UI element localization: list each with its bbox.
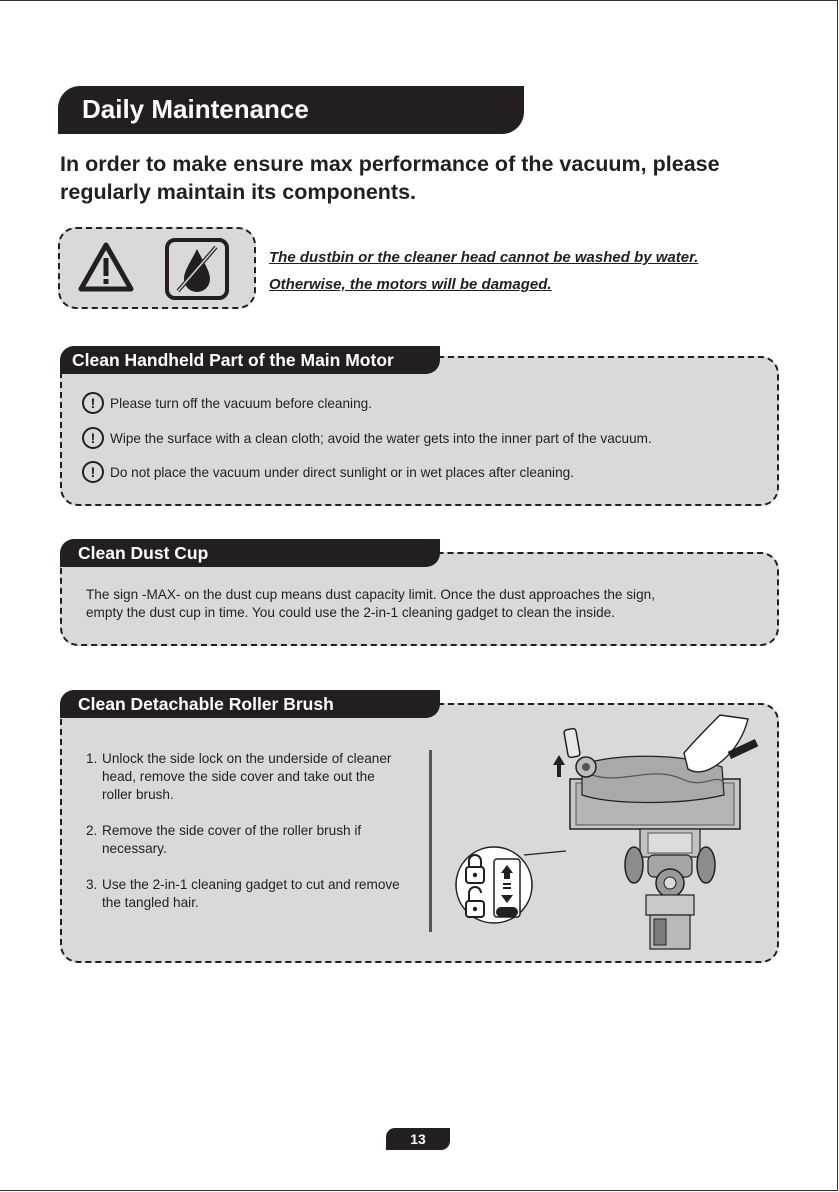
step-number: 2.: [86, 823, 98, 838]
exclamation-icon: !: [82, 392, 104, 414]
step-number: 1.: [86, 751, 98, 766]
step-number: 3.: [86, 877, 98, 892]
note-text: Do not place the vacuum under direct sunlight or in wet places after cleaning.: [110, 464, 574, 480]
up-arrow-icon: [553, 755, 565, 777]
page-number: 13: [386, 1128, 450, 1150]
section-title-roller-brush: Clean Detachable Roller Brush: [60, 690, 440, 718]
hand: [684, 715, 748, 772]
step-text: Use the 2-in-1 cleaning gadget to cut and remove the tangled hair.: [102, 877, 400, 910]
side-cover: [564, 728, 581, 758]
step-text: Remove the side cover of the roller brush if necessary.: [102, 823, 362, 856]
dust-cup-line-1: The sign -MAX- on the dust cup means dust capacity limit. Once the dust approaches the sign,: [86, 587, 655, 602]
exclamation-icon: !: [82, 427, 104, 449]
exclamation-icon: !: [82, 461, 104, 483]
note-text: Please turn off the vacuum before cleaning.: [110, 395, 372, 411]
step-item: [86, 750, 406, 804]
warning-line-2: Otherwise, the motors will be damaged.: [269, 276, 552, 293]
warning-text: [269, 244, 809, 298]
lock-detail-circle: [456, 847, 532, 923]
cleaner-head: [570, 756, 740, 949]
dust-cup-text: [86, 586, 766, 622]
note-item: [82, 391, 372, 415]
intro-text: In order to make ensure max performance of the vacuum, please regularly maintain its components.: [60, 152, 720, 204]
note-item: [82, 460, 574, 484]
section-title-dust-cup: Clean Dust Cup: [60, 539, 440, 567]
column-divider: [429, 750, 432, 932]
note-item: [82, 426, 652, 450]
warning-line-1: The dustbin or the cleaner head cannot be washed by water.: [269, 249, 699, 266]
roller-steps: [86, 750, 406, 930]
step-item: [86, 876, 406, 912]
warning-icon-box: [58, 227, 256, 309]
cleaner-head-illustration: [452, 705, 770, 957]
step-item: [86, 822, 406, 858]
step-text: Unlock the side lock on the underside of cleaner head, remove the side cover and take out the roller brush.: [102, 751, 392, 802]
page-title: Daily Maintenance: [58, 86, 524, 134]
note-text: Wipe the surface with a clean cloth; avoid the water gets into the inner part of the vacuum.: [110, 430, 652, 446]
section-title-handheld: Clean Handheld Part of the Main Motor: [60, 346, 440, 374]
dust-cup-line-2: empty the dust cup in time. You could use the 2-in-1 cleaning gadget to clean the inside.: [86, 605, 615, 620]
no-water-icon: [164, 237, 230, 301]
warning-triangle-icon: [78, 241, 134, 293]
